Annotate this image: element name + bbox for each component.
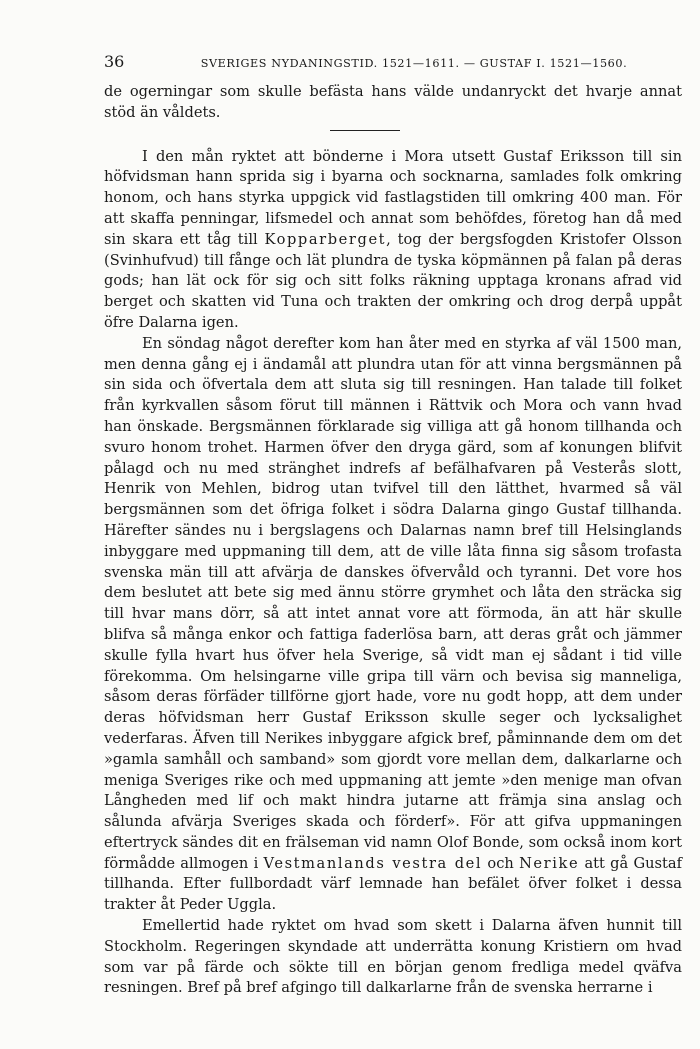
- page-header: [104, 52, 682, 72]
- body-text: [104, 82, 682, 999]
- paragraph: [104, 334, 682, 916]
- text-segment: I den mån ryktet att bönderne i Mora utsett Gustaf Eriksson till sin höfvidsman hann sprida sig i byarna och socknarna, samlades folk omkring honom, och hans styrka uppgick vid fastlagstiden till omkring 400 man. För att skaffa penningar, lifsmedel och annat som behöfdes, företog han då med sin skara ett tåg till: [104, 147, 682, 248]
- spaced-place-name: Kopparberget: [264, 230, 387, 248]
- text-segment: , tog der bergsfogden Kristofer Olsson (Svinhufvud) till fånge och lät plundra de tyska köpmännen på falan på deras gods; han lät ock för sig och sitt folks räkning upptaga kronans afrad vid berget och skatten vid Tuna och trakten der omkring och drog derpå uppåt öfre Dalarna igen.: [104, 230, 682, 331]
- spaced-place-name: Vestmanlands vestra del: [263, 854, 483, 872]
- page-number: 36: [104, 52, 125, 71]
- paragraph: [104, 82, 682, 124]
- text-segment: och: [482, 854, 520, 872]
- text-segment: de ogerningar som skulle befästa hans välde undanryckt det hvarje annat stöd än våldets.: [104, 83, 682, 121]
- text-segment: att gå Gustaf tillhanda. Efter fullbordadt värf lemnade han befälet öfver folket i dessa trakter åt Peder Uggla.: [104, 854, 682, 914]
- paragraph: [104, 916, 682, 999]
- text-segment: Emellertid hade ryktet om hvad som skett i Dalarna äfven hunnit till Stockholm. Regeringen skyndade att underrätta konung Kristiern om hvad som var på färde och sökte till en början genom fredliga medel qväfva resningen. Bref på bref afgingo till dalkarlarne från de svenska herrarne i: [104, 917, 682, 997]
- paragraph: [104, 147, 682, 334]
- running-head: SVERIGES NYDANINGSTID. 1521—1611. — GUSTAF I. 1521—1560.: [200, 57, 628, 70]
- text-segment: En söndag något derefter kom han åter med en styrka af väl 1500 man, men denna gång ej i ändamål att plundra utan för att vinna bergsmännen på sin sida och öfvertala dem att sluta sig till resningen. Han talade till folket från kyrkvallen såsom förut till männen i Rättvik och Mora och vann hvad han önskade. Bergsmännen förklarade sig villiga att gå honom tillhanda och svuro honom trohet. Harmen öfver den dryga gärd, som af konungen blifvit pålagd och nu med stränghet indrefs af befälhafvaren på Vesterås slott, Henrik von Mehlen, bidrog utan tvifvel till den lätthet, hvarmed så väl bergsmännen som det öfriga folket i södra Dalarna gingo Gustaf tillhanda. Härefter sändes nu i bergslagens och Dalarnas namn bref till Helsinglands inbyggare med uppmaning till dem, att de ville låta finna sig såsom trofasta svenska män till att afvärja de danskes öfvervåld och tyranni. Det vore hos dem beslutet att bete sig med ännu större grymhet och låta den sträcka sig till hvar mans dörr, så att intet annat vore att förmoda, än att här skulle blifva så många enkor och fattiga faderlösa barn, att deras gråt och jämmer skulle fylla hvart hus öfver hela Sverige, så vidt man ej sådant i tid ville förekomma. Om helsingarne ville gripa till värn och bevisa sig manneliga, såsom deras förfäder tillförne gjort hade, vore nu godt hopp, att dem under deras höfvidsman herr Gustaf Eriksson skulle seger och lycksalighet vederfaras. Äfven till Nerikes inbyggare afgick bref, påminnande dem om det »gamla samhåll och samband» som gjordt vore mellan dem, dalkarlarne och meniga Sveriges rike och med uppmaning att jemte »den menige man ofvan Långheden med lif och makt hindra jutarne att främja sina anslag och sålunda afvärja Sveriges skada och förderf». För att gifva uppmaningen eftertryck sändes dit en frälseman vid namn Olof Bonde, som också inom kort förmådde allmogen i: [104, 334, 682, 872]
- section-divider: [330, 130, 400, 131]
- spaced-place-name: Nerike: [519, 854, 580, 872]
